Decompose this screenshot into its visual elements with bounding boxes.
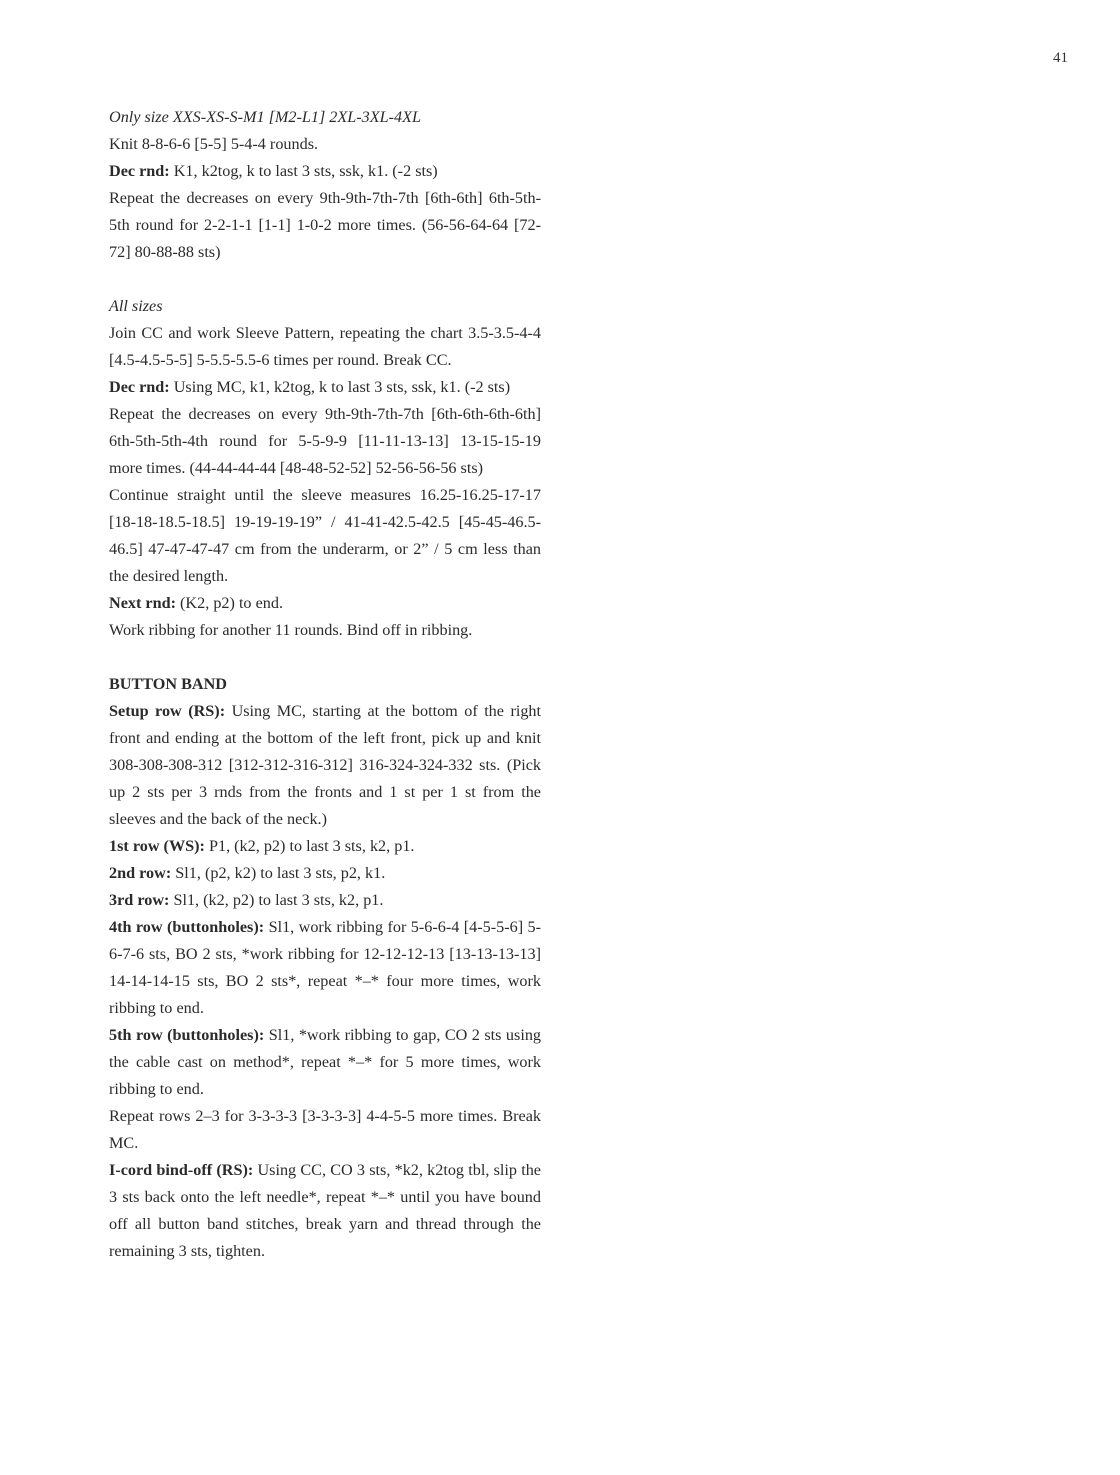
paragraph: 1st row (WS): P1, (k2, p2) to last 3 sts, k2, p1. [109,837,415,855]
page-number: 41 [1053,50,1068,66]
paragraph: Repeat the decreases on every 9th-9th-7th-7th [6th-6th-6th-6th] 6th-5th-5th-4th round for 5-5-9-9 [11-11-13-13] 13-15-15-19 more times. (44-44-44-44 [48-48-52-52] 52-56-56-56 sts) [109,405,541,477]
paragraph: Repeat the decreases on every 9th-9th-7th-7th [6th-6th] 6th-5th-5th round for 2-2-1-1 [1-1] 1-0-2 more times. (56-56-64-64 [72-72] 80-88-88 sts) [109,189,541,261]
paragraph: Work ribbing for another 11 rounds. Bind off in ribbing. [109,621,473,639]
paragraph: Dec rnd: Using MC, k1, k2tog, k to last 3 sts, ssk, k1. (-2 sts) [109,378,511,396]
paragraph: 2nd row: Sl1, (p2, k2) to last 3 sts, p2, k1. [109,864,386,882]
text-column [109,104,541,1265]
paragraph: Setup row (RS): Using MC, starting at the bottom of the right front and ending at the bottom of the left front, pick up and knit 308-308-308-312 [312-312-316-312] 316-324-324-332 sts. (Pick up 2 sts per 3 rnds from the fronts and 1 st per 1 st from the sleeves and the back of the neck.) [109,702,542,828]
paragraph: Knit 8-8-6-6 [5-5] 5-4-4 rounds. [109,135,319,153]
paragraph: 3rd row: Sl1, (k2, p2) to last 3 sts, k2, p1. [109,891,384,909]
spacer [109,266,541,293]
spacer [109,644,541,671]
section1-body [109,131,541,266]
paragraph: 5th row (buttonholes): Sl1, *work ribbing to gap, CO 2 sts using the cable cast on method*, repeat *–* for 5 more times, work ribbing to end. [109,1026,542,1098]
button-band-heading: BUTTON BAND [109,675,227,693]
paragraph: Join CC and work Sleeve Pattern, repeating the chart 3.5-3.5-4-4 [4.5-4.5-5-5] 5-5.5-5.5-6 times per round. Break CC. [109,324,541,369]
paragraph: Repeat rows 2–3 for 3-3-3-3 [3-3-3-3] 4-4-5-5 more times. Break MC. [109,1107,541,1152]
section3-body [109,698,541,1265]
paragraph: Dec rnd: K1, k2tog, k to last 3 sts, ssk, k1. (-2 sts) [109,162,438,180]
all-sizes-subhead: All sizes [109,297,163,315]
paragraph: I-cord bind-off (RS): Using CC, CO 3 sts, *k2, k2tog tbl, slip the 3 sts back onto the left needle*, repeat *–* until you have bound off all button band stitches, break yarn and thread through the remaining 3 sts, tighten. [109,1161,541,1260]
paragraph: Next rnd: (K2, p2) to end. [109,594,283,612]
paragraph: Continue straight until the sleeve measures 16.25-16.25-17-17 [18-18-18.5-18.5] 19-19-19-19” / 41-41-42.5-42.5 [45-45-46.5-46.5] 47-47-47-47 cm from the underarm, or 2” / 5 cm less than the desired length. [109,486,541,585]
paragraph: 4th row (buttonholes): Sl1, work ribbing for 5-6-6-4 [4-5-5-6] 5-6-7-6 sts, BO 2 sts, *work ribbing for 12-12-12-13 [13-13-13-13] 14-14-14-15 sts, BO 2 sts*, repeat *–* four more times, work ribbing to end. [109,918,541,1017]
size-subhead: Only size XXS-XS-S-M1 [M2-L1] 2XL-3XL-4XL [109,108,422,126]
section2-body [109,320,541,644]
